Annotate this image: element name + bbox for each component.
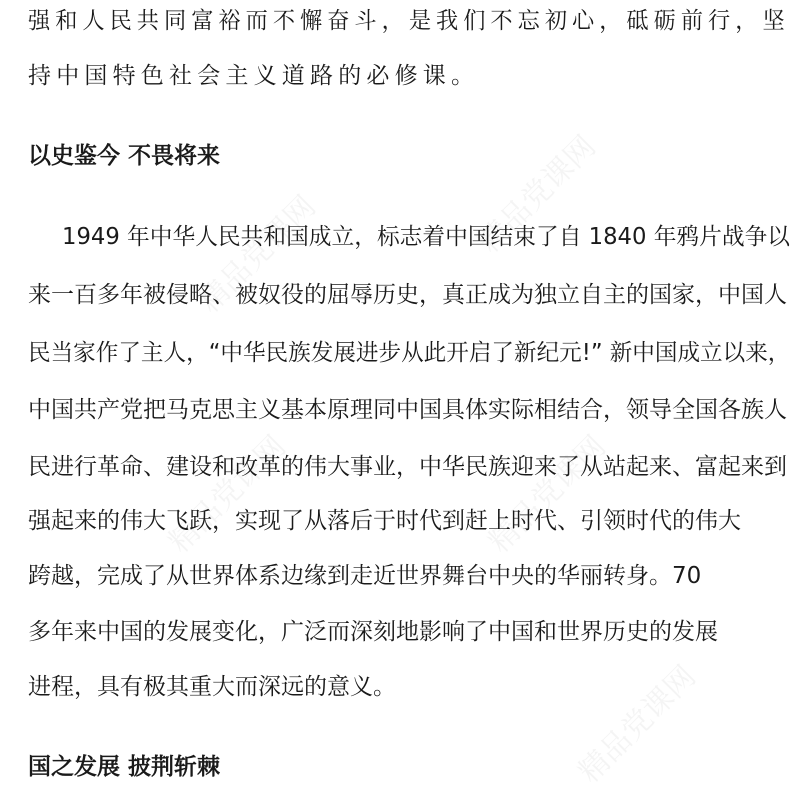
watermark: 精品党课网 [482, 429, 613, 560]
section-heading: 以史鉴今 不畏将来 [28, 143, 221, 169]
paragraph-line: 来一百多年被侵略、被奴役的屈辱历史，真正成为独立自主的国家，中国人 [28, 282, 787, 308]
watermark: 精品党课网 [472, 129, 603, 260]
section-heading: 国之发展 披荆斩棘 [28, 754, 221, 780]
paragraph-line: 强起来的伟大飞跃，实现了从落后于时代到赶上时代、引领时代的伟大 [28, 508, 741, 534]
paragraph-line: 进程，具有极其重大而深远的意义。 [28, 674, 396, 700]
paragraph-line: 跨越，完成了从世界体系边缘到走近世界舞台中央的华丽转身。70 [28, 563, 702, 589]
watermark: 精品党课网 [572, 659, 703, 790]
watermark: 精品党课网 [192, 189, 323, 320]
watermark: 精品党课网 [162, 429, 293, 560]
paragraph-line: 强和人民共同富裕而不懈奋斗，是我们不忘初心，砥砺前行，坚 [28, 8, 790, 34]
paragraph-line: 民当家作了主人，“中华民族发展进步从此开启了新纪元!” 新中国成立以来， [28, 340, 791, 366]
paragraph-line: 民进行革命、建设和改革的伟大事业，中华民族迎来了从站起来、富起来到 [28, 454, 787, 480]
paragraph-line: 1949 年中华人民共和国成立，标志着中国结束了自 1840 年鸦片战争以 [62, 224, 791, 250]
paragraph-line: 持中国特色社会主义道路的必修课。 [28, 63, 480, 89]
paragraph-line: 多年来中国的发展变化，广泛而深刻地影响了中国和世界历史的发展 [28, 619, 718, 645]
paragraph-line: 中国共产党把马克思主义基本原理同中国具体实际相结合，领导全国各族人 [28, 397, 787, 423]
